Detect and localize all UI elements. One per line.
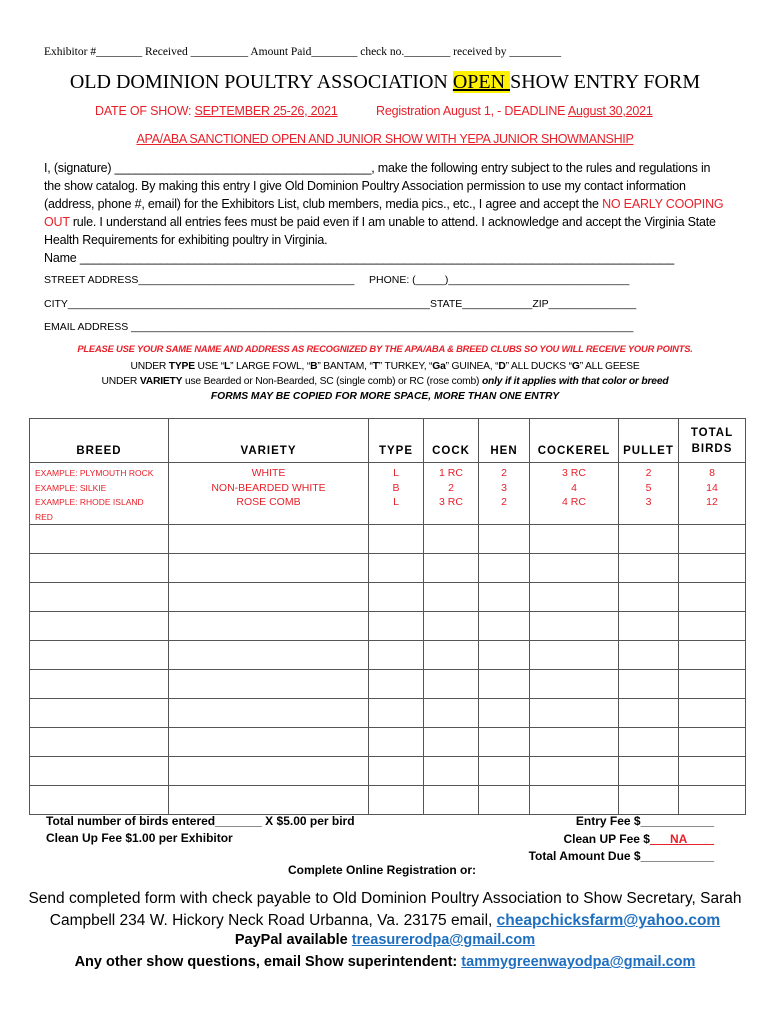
entry-table [29, 418, 746, 815]
admin-use-line: Exhibitor #________ Received __________ Amount Paid________ check no.________ received by _________ [44, 46, 562, 58]
cockerel-input-cell[interactable] [530, 786, 619, 815]
header-birds: BIRDS [691, 443, 733, 455]
paypal-label: PayPal available [234, 932, 352, 948]
secretary-email-link[interactable]: cheapchicksfarm@yahoo.com [496, 912, 721, 929]
breed-input-cell[interactable] [30, 699, 169, 728]
superintendent-label: Any other show questions, email Show superintendent: [74, 954, 462, 970]
example-cock-cell [424, 463, 479, 525]
example-hen-cell [479, 463, 530, 525]
type-input-cell[interactable] [369, 757, 424, 786]
pullet-input-cell[interactable] [619, 641, 679, 670]
hen-input-cell[interactable] [479, 728, 530, 757]
phone-field[interactable]: PHONE: (_____)_______________________________ [369, 274, 630, 286]
total-input-cell[interactable] [679, 728, 746, 757]
type-input-cell[interactable] [369, 699, 424, 728]
type-text: ” BANTAM, “ [317, 361, 373, 372]
registration-deadline-date: August 30,2021 [567, 104, 653, 118]
hen-input-cell[interactable] [479, 612, 530, 641]
table-row [30, 583, 746, 612]
type-prefix: UNDER [130, 361, 169, 372]
cock-input-cell[interactable] [424, 641, 479, 670]
fees-right [500, 813, 714, 866]
type-text: ” ALL GEESE [579, 361, 640, 372]
cock-input-cell[interactable] [424, 670, 479, 699]
agreement-text-1: I, (signature) ______________________________________, make the following entry subject to the rules and regulations in the show catalog. By making this entry I give Old Dominion Poultry Association permission to use my contact information (address, phone #, email) for the Exhibitors List, club members, media pics., etc., I agree and accept the [44, 161, 711, 211]
paypal-email-link[interactable]: treasurerodpa@gmail.com [351, 932, 536, 948]
example-total: 12 [706, 496, 718, 508]
cock-input-cell[interactable] [424, 728, 479, 757]
header-variety: VARIETY [169, 419, 369, 463]
send-text: Send completed form with check payable to Old Dominion Poultry Association to Show Secretary, Sarah Campbell 234 W. Hickory Neck Road Urbanna, Va. 23175 email, [28, 890, 742, 929]
sanction-line: APA/ABA SANCTIONED OPEN AND JUNIOR SHOW WITH YEPA JUNIOR SHOWMANSHIP [136, 132, 634, 146]
header-pullet: PULLET [619, 419, 679, 463]
table-row [30, 641, 746, 670]
example-cockerel-cell [530, 463, 619, 525]
cock-input-cell[interactable] [424, 757, 479, 786]
online-registration-note: Complete Online Registration or: [288, 863, 477, 877]
breed-input-cell[interactable] [30, 554, 169, 583]
name-field[interactable]: Name ________________________________________________________________________________________ [44, 251, 674, 265]
type-code: L [224, 361, 231, 372]
cleanup-fee-note: Clean Up Fee $1.00 per Exhibitor [46, 831, 233, 845]
variety-input-cell[interactable] [169, 670, 369, 699]
cockerel-input-cell[interactable] [530, 757, 619, 786]
cockerel-input-cell[interactable] [530, 670, 619, 699]
example-hen: 2 [501, 496, 507, 508]
total-input-cell[interactable] [679, 583, 746, 612]
total-input-cell[interactable] [679, 641, 746, 670]
breed-input-cell[interactable] [30, 757, 169, 786]
breed-input-cell[interactable] [30, 612, 169, 641]
type-text: ” ALL DUCKS “ [505, 361, 572, 372]
forms-copy-note: FORMS MAY BE COPIED FOR MORE SPACE, MORE THAN ONE ENTRY [210, 391, 560, 402]
superintendent-line [0, 954, 770, 970]
example-breed: RED [35, 511, 53, 522]
no-early-cooping-rule: NO EARLY COOPING OUT [44, 197, 724, 229]
type-code: B [310, 361, 318, 372]
header-cockerel: COCKEREL [530, 419, 619, 463]
example-pullet: 5 [645, 481, 652, 494]
variety-input-cell[interactable] [169, 699, 369, 728]
breed-input-cell[interactable] [30, 641, 169, 670]
variety-input-cell[interactable] [169, 583, 369, 612]
show-date [95, 104, 338, 118]
variety-input-cell[interactable] [169, 786, 369, 815]
example-total: 8 [709, 467, 715, 479]
agreement-paragraph [44, 159, 724, 267]
type-code: T [372, 361, 379, 372]
total-input-cell[interactable] [679, 525, 746, 554]
hen-input-cell[interactable] [479, 554, 530, 583]
type-code: Ga [432, 361, 446, 372]
pullet-input-cell[interactable] [619, 583, 679, 612]
variety-input-cell[interactable] [169, 525, 369, 554]
type-input-cell[interactable] [369, 728, 424, 757]
cockerel-input-cell[interactable] [530, 728, 619, 757]
pullet-input-cell[interactable] [619, 525, 679, 554]
example-breed: EXAMPLE: SILKIE [35, 482, 107, 493]
table-row [30, 757, 746, 786]
cock-input-cell[interactable] [424, 554, 479, 583]
pullet-input-cell[interactable] [619, 786, 679, 815]
type-code: D [498, 361, 506, 372]
type-word: TYPE [168, 361, 195, 372]
variety-prefix: UNDER [101, 376, 140, 387]
cockerel-input-cell[interactable] [530, 699, 619, 728]
example-pullet: 2 [645, 467, 652, 479]
example-variety-cell [169, 463, 369, 525]
example-type: L [393, 467, 399, 479]
example-cockerel: 4 [571, 481, 577, 494]
variety-input-cell[interactable] [169, 612, 369, 641]
title-open-highlight: OPEN [452, 71, 511, 93]
variety-word: VARIETY [139, 376, 183, 387]
example-pullet: 3 [645, 496, 652, 508]
show-date-value: SEPTEMBER 25-26, 2021 [194, 104, 338, 118]
breed-input-cell[interactable] [30, 525, 169, 554]
type-input-cell[interactable] [369, 670, 424, 699]
cockerel-input-cell[interactable] [530, 641, 619, 670]
hen-input-cell[interactable] [479, 699, 530, 728]
total-input-cell[interactable] [679, 670, 746, 699]
total-input-cell[interactable] [679, 612, 746, 641]
header-type: TYPE [369, 419, 424, 463]
variety-input-cell[interactable] [169, 554, 369, 583]
type-input-cell[interactable] [369, 641, 424, 670]
cock-input-cell[interactable] [424, 583, 479, 612]
example-cock: 2 [448, 481, 454, 494]
header-breed: BREED [30, 419, 169, 463]
street-address-field[interactable]: STREET ADDRESS_____________________________________ [44, 274, 355, 286]
breed-input-cell[interactable] [30, 728, 169, 757]
cockerel-input-cell[interactable] [530, 612, 619, 641]
variety-italic-note: only if it applies with that color or breed [481, 376, 669, 387]
example-total: 14 [706, 481, 718, 494]
form-title [0, 71, 770, 94]
pullet-input-cell[interactable] [619, 757, 679, 786]
total-input-cell[interactable] [679, 554, 746, 583]
example-breed-cell [30, 463, 169, 525]
total-input-cell[interactable] [679, 786, 746, 815]
cleanup-fee-label: Clean UP Fee $ [563, 831, 650, 846]
registration-deadline [376, 104, 653, 118]
header-total-birds [679, 419, 746, 463]
agreement-text-2: rule. I understand all entries fees must be paid even if I am unable to attend. I acknowledge and accept the Virginia State Health Requirements for exhibiting poultry in Virginia. [44, 215, 716, 247]
variety-input-cell[interactable] [169, 641, 369, 670]
example-total-cell [679, 463, 746, 525]
type-code: G [571, 361, 580, 372]
table-row [30, 612, 746, 641]
type-text: ” TURKEY, “ [378, 361, 433, 372]
pullet-input-cell[interactable] [619, 670, 679, 699]
example-variety: ROSE COMB [236, 496, 301, 508]
breed-input-cell[interactable] [30, 786, 169, 815]
registration-label: Registration August 1, - DEADLINE [376, 104, 568, 118]
example-hen: 3 [501, 481, 507, 494]
cockerel-input-cell[interactable] [530, 554, 619, 583]
cock-input-cell[interactable] [424, 525, 479, 554]
header-total: TOTAL [690, 427, 734, 439]
example-type-cell [369, 463, 424, 525]
entry-fee-field[interactable]: Entry Fee $___________ [575, 814, 714, 828]
superintendent-email-link[interactable]: tammygreenwayodpa@gmail.com [461, 954, 696, 970]
cleanup-fee-na: ___NA____ [649, 831, 714, 846]
table-row [30, 786, 746, 815]
city-state-zip-field[interactable]: CITY______________________________________________________________STATE____________ZIP_______________ [44, 298, 637, 310]
table-row [30, 728, 746, 757]
hen-input-cell[interactable] [479, 641, 530, 670]
title-text-before: OLD DOMINION POULTRY ASSOCIATION [69, 71, 453, 93]
total-birds-entered-field[interactable]: Total number of birds entered_______ X $5.00 per bird [46, 814, 355, 828]
example-breed: EXAMPLE: PLYMOUTH ROCK [35, 468, 154, 478]
type-input-cell[interactable] [369, 554, 424, 583]
paypal-line [0, 932, 770, 948]
variety-input-cell[interactable] [169, 728, 369, 757]
cock-input-cell[interactable] [424, 612, 479, 641]
example-breed: EXAMPLE: RHODE ISLAND [35, 497, 144, 507]
example-row [30, 463, 746, 525]
total-input-cell[interactable] [679, 699, 746, 728]
table-row [30, 525, 746, 554]
total-amount-due-field[interactable]: Total Amount Due $___________ [528, 849, 714, 863]
hen-input-cell[interactable] [479, 583, 530, 612]
same-name-notice: PLEASE USE YOUR SAME NAME AND ADDRESS AS RECOGNIZED BY THE APA/ABA & BREED CLUBS SO YOU WILL RECEIVE YOUR POINTS. [77, 343, 693, 354]
type-input-cell[interactable] [369, 786, 424, 815]
breed-input-cell[interactable] [30, 583, 169, 612]
example-cock: 3 RC [439, 496, 463, 508]
example-type: L [393, 496, 399, 508]
variety-input-cell[interactable] [169, 757, 369, 786]
type-text: ” LARGE FOWL, “ [230, 361, 311, 372]
cock-input-cell[interactable] [424, 786, 479, 815]
show-date-label: DATE OF SHOW: [95, 104, 195, 118]
totals-left [46, 813, 355, 847]
example-type: B [392, 481, 400, 494]
email-address-field[interactable]: EMAIL ADDRESS ______________________________________________________________________________________ [44, 321, 634, 333]
send-instructions [0, 888, 770, 932]
hen-input-cell[interactable] [479, 757, 530, 786]
table-row [30, 554, 746, 583]
breed-input-cell[interactable] [30, 670, 169, 699]
cleanup-fee-field [500, 831, 714, 849]
example-hen: 2 [501, 467, 507, 479]
variety-text: use Bearded or Non-Bearded, SC (single comb) or RC (rose comb) [182, 376, 482, 387]
hen-input-cell[interactable] [479, 786, 530, 815]
header-hen: HEN [479, 419, 530, 463]
type-text: ” GUINEA, “ [445, 361, 499, 372]
total-input-cell[interactable] [679, 757, 746, 786]
hen-input-cell[interactable] [479, 670, 530, 699]
header-cock: COCK [424, 419, 479, 463]
cockerel-input-cell[interactable] [530, 583, 619, 612]
title-text-after: SHOW ENTRY FORM [510, 71, 701, 93]
example-variety: WHITE [251, 467, 286, 479]
type-instructions [0, 361, 770, 372]
example-cockerel: 4 RC [562, 496, 586, 508]
table-row [30, 670, 746, 699]
variety-instructions [0, 376, 770, 387]
hen-input-cell[interactable] [479, 525, 530, 554]
pullet-input-cell[interactable] [619, 699, 679, 728]
pullet-input-cell[interactable] [619, 554, 679, 583]
pullet-input-cell[interactable] [619, 728, 679, 757]
type-input-cell[interactable] [369, 525, 424, 554]
type-input-cell[interactable] [369, 583, 424, 612]
cockerel-input-cell[interactable] [530, 525, 619, 554]
example-cockerel: 3 RC [562, 467, 586, 479]
example-pullet-cell [619, 463, 679, 525]
type-input-cell[interactable] [369, 612, 424, 641]
example-variety: NON-BEARDED WHITE [211, 481, 326, 494]
table-header-row [30, 419, 746, 463]
cock-input-cell[interactable] [424, 699, 479, 728]
table-row [30, 699, 746, 728]
type-text: USE “ [194, 361, 224, 372]
pullet-input-cell[interactable] [619, 612, 679, 641]
example-cock: 1 RC [439, 467, 463, 479]
